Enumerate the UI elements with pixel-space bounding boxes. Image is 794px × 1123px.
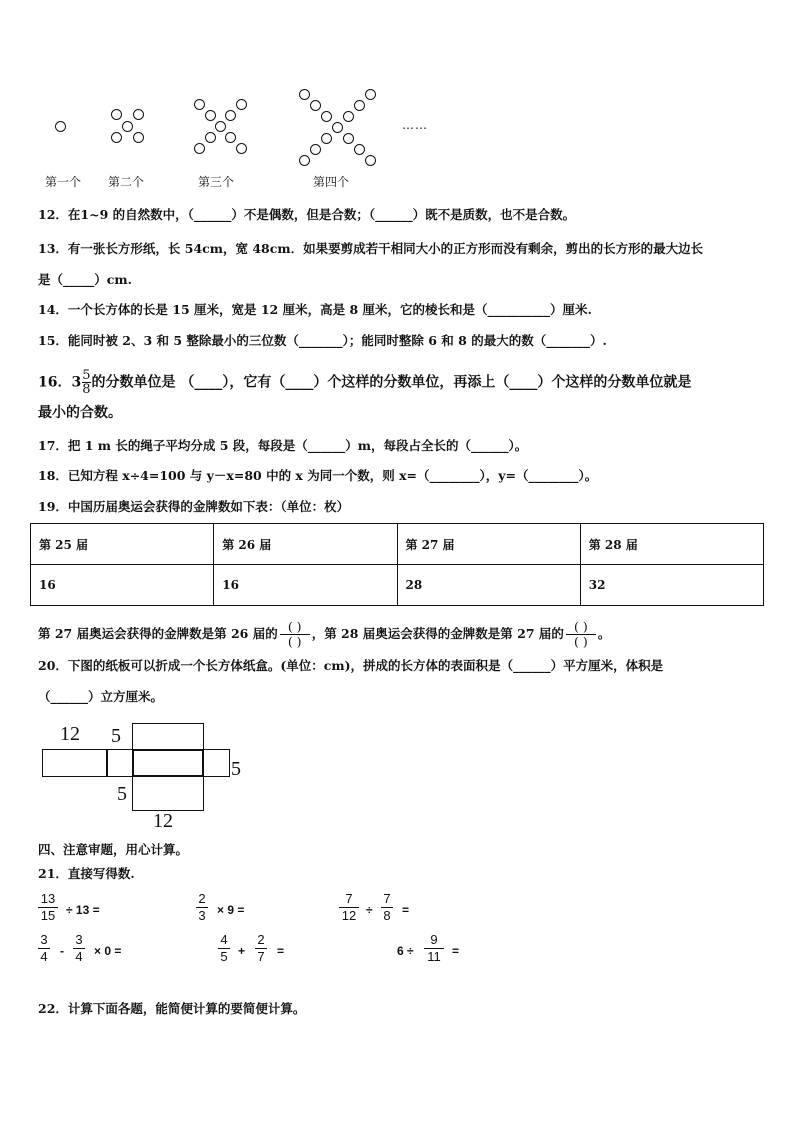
fraction (73, 932, 85, 965)
net-face-middle (132, 749, 204, 777)
question-19-intro: 19．中国历届奥运会获得的金牌数如下表：（单位：枚） (38, 499, 350, 514)
operator: × 0 = (94, 944, 122, 958)
table-cell: 16 (31, 565, 214, 606)
fraction (38, 891, 58, 924)
net-face-top (132, 723, 204, 751)
ring-shape (194, 99, 205, 110)
caption-4: 第四个 (313, 175, 350, 189)
blank-num: ( ) (574, 619, 588, 634)
ring-shape (365, 89, 376, 100)
fraction-num: 3 (75, 932, 83, 947)
ring-shape (343, 111, 354, 122)
question-12: 12．在1~9 的自然数中，（______）不是偶数，但是合数；（______）既不是质数，也不是合数。 (38, 207, 576, 222)
section-four-heading: 四、注意审题，用心计算。 (38, 842, 189, 857)
q16-rest: 的分数单位是 （____），它有（____）个这样的分数单位，再添上（____）个这样的分数单位就是 (91, 374, 692, 391)
ring-shape (194, 143, 205, 154)
operator: = (402, 903, 410, 917)
q16-frac-den: 8 (82, 382, 91, 397)
operator: 6 ÷ (397, 944, 414, 958)
fraction (424, 932, 444, 965)
question-18: 18．已知方程 x÷4=100 与 y－x=80 中的 x 为同一个数，则 x=（________），y=（________）。 (38, 468, 598, 483)
question-22: 22．计算下面各题，能简便计算的要简便计算。 (38, 1001, 306, 1016)
ring-shape (321, 111, 332, 122)
net-face-right (202, 749, 230, 777)
question-13-line2: 是（_____）cm. (38, 272, 132, 287)
fraction-den: 11 (427, 949, 441, 964)
ring-shape (332, 122, 343, 133)
dim-label: 12 (60, 723, 80, 745)
fraction-den: 12 (341, 908, 357, 923)
table-cell: 第 27 届 (397, 524, 580, 565)
question-14: 14．一个长方体的长是 15 厘米，宽是 12 厘米，高是 8 厘米，它的棱长和是（__________）厘米. (38, 302, 592, 317)
operator: + (238, 944, 246, 958)
caption-1: 第一个 (45, 175, 82, 189)
ring-shape (299, 155, 310, 166)
question-15: 15．能同时被 2、3 和 5 整除最小的三位数（_______）；能同时整除 6 和 8 的最大的数（_______）. (38, 333, 607, 348)
ellipsis: …… (402, 118, 428, 132)
ring-shape (111, 132, 122, 143)
fraction (38, 932, 50, 965)
fraction-den: 3 (198, 908, 206, 923)
ring-shape (365, 155, 376, 166)
net-face-bottom (132, 775, 204, 811)
ring-shape (310, 100, 321, 111)
net-face-left (42, 749, 108, 777)
ring-shape (354, 100, 365, 111)
ring-shape (111, 109, 122, 120)
ring-shape (299, 89, 310, 100)
q19-part1: 第 27 届奥运会获得的金牌数是第 26 届的 (38, 626, 278, 641)
question-16-line1 (38, 369, 691, 396)
fraction-den: 5 (220, 949, 228, 964)
table-cell: 第 26 届 (214, 524, 397, 565)
caption-2: 第二个 (108, 175, 145, 189)
question-19-answer (38, 620, 610, 649)
dim-label: 5 (231, 758, 241, 780)
fraction (255, 932, 267, 965)
table-cell: 32 (580, 565, 763, 606)
blank-num: ( ) (287, 619, 302, 634)
question-13-line1: 13．有一张长方形纸，长 54cm，宽 48cm．如果要剪成若干相同大小的正方形而没有剩余，剪出的长方形的最大边长 (38, 241, 704, 256)
blank-fraction (566, 620, 596, 649)
q19-part3: 。 (597, 626, 611, 641)
operator: = (452, 944, 460, 958)
table-cell: 第 25 届 (31, 524, 214, 565)
ring-shape (354, 144, 365, 155)
fraction-num: 9 (430, 932, 438, 947)
ring-shape (310, 144, 321, 155)
table-cell: 28 (397, 565, 580, 606)
operator: ÷ (366, 903, 373, 917)
q16-frac-num: 5 (82, 368, 91, 383)
ring-shape (225, 132, 236, 143)
fraction-num: 2 (198, 891, 206, 906)
table-cell: 第 28 届 (580, 524, 763, 565)
ring-shape (321, 133, 332, 144)
fraction-num: 7 (383, 891, 391, 906)
ring-shape (343, 133, 354, 144)
net-face-small (106, 749, 134, 777)
fraction-num: 7 (345, 891, 353, 906)
fraction-den: 4 (75, 949, 83, 964)
ring-shape (205, 110, 216, 121)
question-17: 17．把 1 m 长的绳子平均分成 5 段，每段是（______）m，每段占全长的（______）。 (38, 438, 528, 453)
blank-fraction (280, 620, 310, 649)
fraction (381, 891, 393, 924)
ring-shape (236, 99, 247, 110)
question-20-line2: （______）立方厘米。 (38, 689, 164, 704)
ring-shape (55, 121, 66, 132)
fraction (196, 891, 208, 924)
fraction-num: 3 (40, 932, 48, 947)
caption-3: 第三个 (198, 175, 235, 189)
fraction (218, 932, 230, 965)
question-20-line1: 20．下图的纸板可以折成一个长方体纸盒。(单位：cm)，拼成的长方体的表面积是（______）平方厘米，体积是 (38, 658, 664, 673)
table-header-row (31, 524, 764, 565)
ring-shape (122, 121, 133, 132)
ring-shape (133, 109, 144, 120)
blank-den: ( ) (287, 634, 302, 649)
blank-den: ( ) (574, 634, 588, 649)
dim-label: 5 (117, 783, 127, 805)
ring-shape (133, 132, 144, 143)
table-cell: 16 (214, 565, 397, 606)
dim-label: 12 (153, 810, 173, 832)
operator: = (277, 944, 285, 958)
operator: ÷ 13 = (66, 903, 100, 917)
q19-part2: ，第 28 届奥运会获得的金牌数是第 27 届的 (311, 626, 564, 641)
fraction-den: 15 (40, 908, 56, 923)
medal-table (30, 523, 764, 606)
operator: - (60, 944, 64, 958)
ring-shape (236, 143, 247, 154)
fraction-num: 13 (40, 891, 56, 906)
q16-mixed-fraction (82, 369, 90, 396)
ring-shape (225, 110, 236, 121)
ring-shape (205, 132, 216, 143)
fraction (339, 891, 359, 924)
question-21-intro: 21．直接写得数. (38, 866, 135, 881)
table-row (31, 565, 764, 606)
question-16-line2: 最小的合数。 (38, 405, 122, 421)
ring-shape (215, 121, 226, 132)
fraction-den: 7 (257, 949, 265, 964)
fraction-den: 4 (40, 949, 48, 964)
fraction-den: 8 (383, 908, 391, 923)
fraction-num: 2 (257, 932, 265, 947)
fraction-num: 4 (220, 932, 228, 947)
dim-label: 5 (111, 725, 121, 747)
operator: × 9 = (217, 903, 245, 917)
q16-prefix: 16．3 (38, 374, 82, 391)
